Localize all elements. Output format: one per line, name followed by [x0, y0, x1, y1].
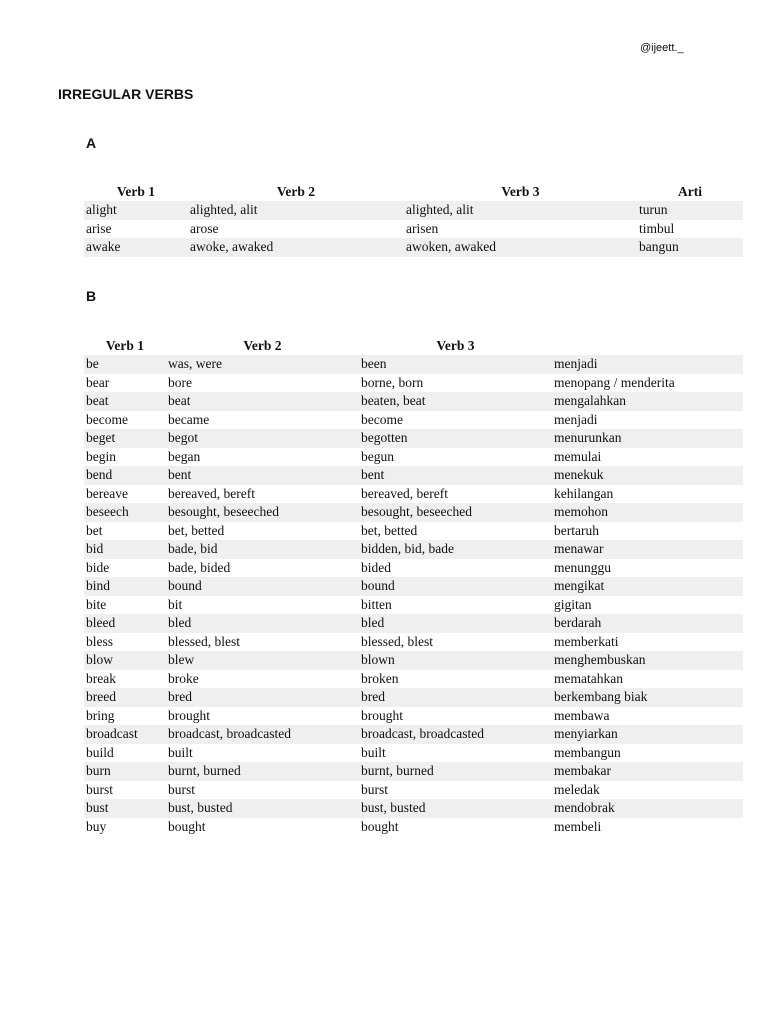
- table-cell: menawar: [554, 541, 604, 556]
- table-row: [84, 781, 743, 800]
- column-header: Verb 1: [116, 183, 156, 199]
- table-cell: build: [86, 744, 114, 760]
- table-cell: bent: [168, 467, 192, 482]
- table-cell: bertaruh: [554, 522, 599, 538]
- table-row: [84, 762, 743, 781]
- table-cell: beat: [168, 393, 191, 408]
- table-cell: menjadi: [554, 411, 598, 427]
- table-cell: membeli: [554, 818, 602, 834]
- table-cell: menghembuskan: [554, 652, 646, 667]
- table-cell: bought: [361, 818, 399, 834]
- table-cell: turun: [639, 202, 668, 217]
- table-cell: begotten: [361, 430, 408, 445]
- table-cell: memulai: [554, 448, 602, 464]
- table-cell: beseech: [86, 504, 129, 519]
- table-cell: brought: [168, 707, 210, 723]
- table-cell: blessed, blest: [168, 633, 240, 649]
- table-cell: bet, betted: [361, 522, 418, 538]
- table-cell: bred: [361, 689, 385, 704]
- table-cell: borne, born: [361, 374, 424, 390]
- table-row: [84, 355, 743, 374]
- table-cell: be: [86, 356, 99, 371]
- section-heading-b: B: [86, 288, 97, 304]
- table-row: [84, 688, 743, 707]
- section-heading-a: A: [86, 135, 97, 151]
- table-cell: became: [168, 411, 210, 427]
- table-cell: menyiarkan: [554, 726, 618, 741]
- table-cell: awoken, awaked: [406, 239, 496, 254]
- table-cell: awoke, awaked: [190, 239, 274, 254]
- table-cell: built: [168, 744, 193, 760]
- table-cell: break: [86, 670, 116, 686]
- document-title: IRREGULAR VERBS: [58, 86, 194, 102]
- table-cell: begot: [168, 430, 198, 445]
- table-cell: bided: [361, 559, 391, 575]
- table-cell: become: [361, 411, 403, 427]
- table-cell: bereaved, bereft: [361, 485, 448, 501]
- table-cell: mematahkan: [554, 670, 623, 686]
- table-row: [84, 725, 743, 744]
- table-cell: blown: [361, 652, 395, 667]
- table-cell: broadcast, broadcasted: [168, 726, 291, 741]
- table-cell: bought: [168, 818, 206, 834]
- table-header-row: [84, 336, 743, 355]
- table-cell: bust, busted: [168, 800, 233, 815]
- column-header: Verb 3: [436, 337, 475, 353]
- table-cell: bet: [86, 522, 103, 538]
- table-cell: built: [361, 744, 386, 760]
- table-cell: bust, busted: [361, 800, 426, 815]
- table-cell: burst: [168, 781, 195, 797]
- table-cell: bet, betted: [168, 522, 225, 538]
- table-cell: menurunkan: [554, 430, 622, 445]
- table-cell: bound: [168, 578, 202, 593]
- table-cell: been: [361, 356, 387, 371]
- table-row: [84, 670, 743, 689]
- table-cell: mengikat: [554, 578, 605, 593]
- table-row: [84, 633, 743, 652]
- table-cell: burst: [361, 781, 388, 797]
- table-cell: broadcast, broadcasted: [361, 726, 484, 741]
- table-row: [84, 374, 743, 393]
- table-row: [84, 818, 743, 837]
- table-cell: broke: [168, 670, 199, 686]
- table-cell: bade, bided: [168, 559, 231, 575]
- table-row: [84, 466, 743, 485]
- table-cell: alighted, alit: [406, 202, 474, 217]
- column-header: Verb 3: [501, 183, 540, 199]
- table-row: [84, 201, 743, 220]
- table-cell: bring: [86, 707, 115, 723]
- table-cell: burnt, burned: [361, 763, 434, 778]
- table-cell: alighted, alit: [190, 202, 258, 217]
- table-cell: beaten, beat: [361, 393, 426, 408]
- author-handle: @ijeett._: [640, 42, 684, 54]
- table-cell: timbul: [639, 220, 675, 236]
- table-row: [84, 744, 743, 763]
- table-cell: buy: [86, 818, 107, 834]
- table-cell: bid: [86, 541, 104, 556]
- table-cell: bangun: [639, 239, 679, 254]
- table-cell: brought: [361, 707, 403, 723]
- table-cell: began: [168, 448, 201, 464]
- table-row: [84, 540, 743, 559]
- table-cell: bust: [86, 800, 109, 815]
- table-row: [84, 596, 743, 615]
- table-cell: broken: [361, 670, 399, 686]
- table-cell: was, were: [168, 356, 222, 371]
- table-cell: bidden, bid, bade: [361, 541, 454, 556]
- column-header: [552, 336, 743, 355]
- table-cell: meledak: [554, 781, 600, 797]
- table-cell: bred: [168, 689, 192, 704]
- table-cell: menopang / menderita: [554, 374, 675, 390]
- table-cell: menjadi: [554, 356, 598, 371]
- table-cell: bent: [361, 467, 385, 482]
- table-cell: bide: [86, 559, 110, 575]
- table-row: [84, 799, 743, 818]
- table-cell: burn: [86, 763, 111, 778]
- table-cell: mendobrak: [554, 800, 615, 815]
- table-row: [84, 485, 743, 504]
- table-cell: bound: [361, 578, 395, 593]
- table-row: [84, 220, 743, 239]
- table-cell: berdarah: [554, 615, 602, 630]
- table-cell: bled: [361, 615, 385, 630]
- table-cell: membangun: [554, 744, 621, 760]
- column-header: Verb 2: [276, 183, 316, 199]
- table-cell: arisen: [406, 220, 439, 236]
- table-cell: beat: [86, 393, 109, 408]
- table-cell: menunggu: [554, 559, 611, 575]
- table-cell: bereave: [86, 485, 128, 501]
- table-cell: bereaved, bereft: [168, 485, 255, 501]
- table-cell: arise: [86, 220, 112, 236]
- table-cell: bite: [86, 596, 107, 612]
- table-cell: mengalahkan: [554, 393, 626, 408]
- column-header: Verb 2: [243, 337, 282, 353]
- table-row: [84, 559, 743, 578]
- table-cell: burst: [86, 781, 113, 797]
- table-cell: bend: [86, 467, 113, 482]
- table-cell: burnt, burned: [168, 763, 241, 778]
- table-row: [84, 614, 743, 633]
- table-cell: bless: [86, 633, 113, 649]
- column-header: Verb 1: [105, 337, 145, 353]
- table-cell: gigitan: [554, 596, 592, 612]
- table-cell: beget: [86, 430, 116, 445]
- table-row: [84, 411, 743, 430]
- table-cell: bit: [168, 596, 183, 612]
- verb-table-b: [84, 336, 743, 836]
- table-cell: bore: [168, 374, 192, 390]
- table-cell: blew: [168, 652, 195, 667]
- table-cell: bind: [86, 578, 111, 593]
- table-cell: begun: [361, 448, 394, 464]
- table-cell: broadcast: [86, 726, 138, 741]
- table-cell: besought, beseeched: [168, 504, 279, 519]
- table-cell: menekuk: [554, 467, 604, 482]
- table-cell: memohon: [554, 504, 608, 519]
- table-header-row: [84, 182, 743, 201]
- table-cell: awake: [86, 239, 121, 254]
- table-cell: bleed: [86, 615, 116, 630]
- table-row: [84, 707, 743, 726]
- table-row: [84, 448, 743, 467]
- table-cell: besought, beseeched: [361, 504, 472, 519]
- table-cell: bear: [86, 374, 110, 390]
- table-cell: berkembang biak: [554, 689, 648, 704]
- table-cell: bade, bid: [168, 541, 218, 556]
- table-row: [84, 577, 743, 596]
- table-cell: kehilangan: [554, 485, 614, 501]
- table-cell: memberkati: [554, 633, 619, 649]
- table-cell: membawa: [554, 707, 610, 723]
- table-row: [84, 503, 743, 522]
- verb-table-a: [84, 182, 743, 257]
- table-cell: arose: [190, 220, 219, 236]
- table-cell: breed: [86, 689, 116, 704]
- table-cell: bled: [168, 615, 192, 630]
- table-row: [84, 392, 743, 411]
- table-row: [84, 429, 743, 448]
- table-cell: alight: [86, 202, 117, 217]
- table-cell: become: [86, 411, 128, 427]
- table-row: [84, 238, 743, 257]
- table-row: [84, 651, 743, 670]
- table-cell: begin: [86, 448, 116, 464]
- table-cell: membakar: [554, 763, 611, 778]
- table-cell: blessed, blest: [361, 633, 433, 649]
- column-header: Arti: [678, 183, 702, 199]
- table-cell: blow: [86, 652, 113, 667]
- table-row: [84, 522, 743, 541]
- table-cell: bitten: [361, 596, 392, 612]
